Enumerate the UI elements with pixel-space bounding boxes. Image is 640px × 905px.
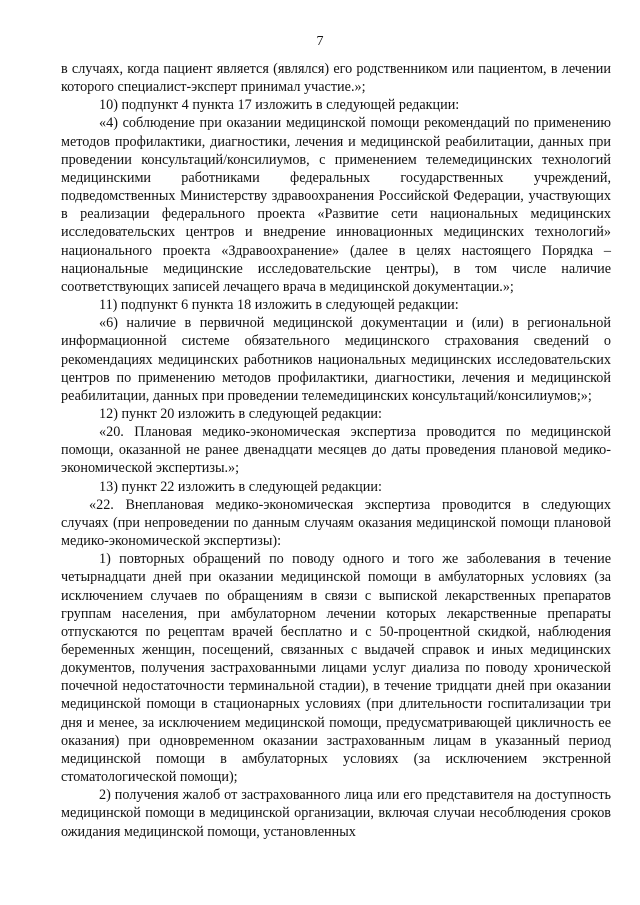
document-body (61, 60, 611, 841)
paragraph-amendment-12: 12) пункт 20 изложить в следующей редакции: (99, 405, 382, 422)
paragraph-item-22-text: «22. Внеплановая медико-экономическая экспертиза проводится в следующих случаях (при непроведении по данным случаям оказания медицинской помощи плановой медико-экономической экспертизы): (61, 496, 611, 550)
paragraph-subitem-6-text: «6) наличие в первичной медицинской документации и (или) в региональной информационной системе обязательного медицинского страхования сведений о рекомендациях медицинских работников национальных медицинских исследовательских центров по применению методов профилактики, диагностики, лечения и медицинской реабилитации, данных при проведении телемедицинских консультаций/консилиумов;»; (61, 315, 611, 404)
paragraph-case-2: 2) получения жалоб от застрахованного лица или его представителя на доступность медицинской помощи в медицинской организации, включая случаи несоблюдения сроков ожидания медицинской помощи, установленных (61, 787, 611, 840)
paragraph-continuation: в случаях, когда пациент является (являлся) его родственником или пациентом, в лечении которого специалист-эксперт принимал участие.»; (61, 61, 611, 96)
page-number: 7 (316, 34, 324, 49)
paragraph-case-1: 1) повторных обращений по поводу одного и того же заболевания в течение четырнадцати дней при оказании медицинской помощи в амбулаторных условиях (за исключением случаев по обращениям в связи с выпиской лекарственных препаратов группам населения, при амбулаторном лечении которых лекарственные препараты отпускаются по рецептам врачей бесплатно и с 50-процентной скидкой, наблюдения беременных женщин, посещений, связанных с выдачей справок и иных медицинских документов, получения застрахованными лицами услуг диализа по поводу хронической почечной недостаточности терминальной стадии), в течение тридцати дней при оказании медицинской помощи в стационарных условиях (при длительности госпитализации три дня и менее, за исключением медицинской помощи, предусматривающей цикличность ее оказания) при одновременном оказании застрахованным лицам в указанный период медицинской помощи в амбулаторных условиях (за исключением экстренной стоматологической помощи); (61, 551, 611, 786)
paragraph-amendment-13: 13) пункт 22 изложить в следующей редакции: (99, 478, 382, 495)
paragraph-amendment-11: 11) подпункт 6 пункта 18 изложить в следующей редакции: (99, 297, 459, 314)
paragraph-amendment-10: 10) подпункт 4 пункта 17 изложить в следующей редакции: (99, 97, 460, 114)
paragraph-item-20-text: «20. Плановая медико-экономическая экспертиза проводится по медицинской помощи, оказанной не ранее двенадцати месяцев до даты проведения плановой медико-экономической экспертизы.»; (61, 424, 611, 477)
paragraph-subitem-4-text: «4) соблюдение при оказании медицинской помощи рекомендаций по применению методов профилактики, диагностики, лечения и медицинской реабилитации, данных при проведении консультаций/консилиумов, с применением телемедицинских технологий медицинскими работниками федеральных государственных учреждений, подведомственных Министерству здравоохранения Российской Федерации, участвующих в реализации федерального проекта «Развитие сети национальных медицинских исследовательских центров и внедрение инновационных медицинских технологий» национального проекта «Здравоохранение» (далее в целях настоящего Порядка – национальные медицинские исследовательские центры), в том числе наличие соответствующих записей лечащего врача в медицинской документации.»; (61, 115, 611, 295)
